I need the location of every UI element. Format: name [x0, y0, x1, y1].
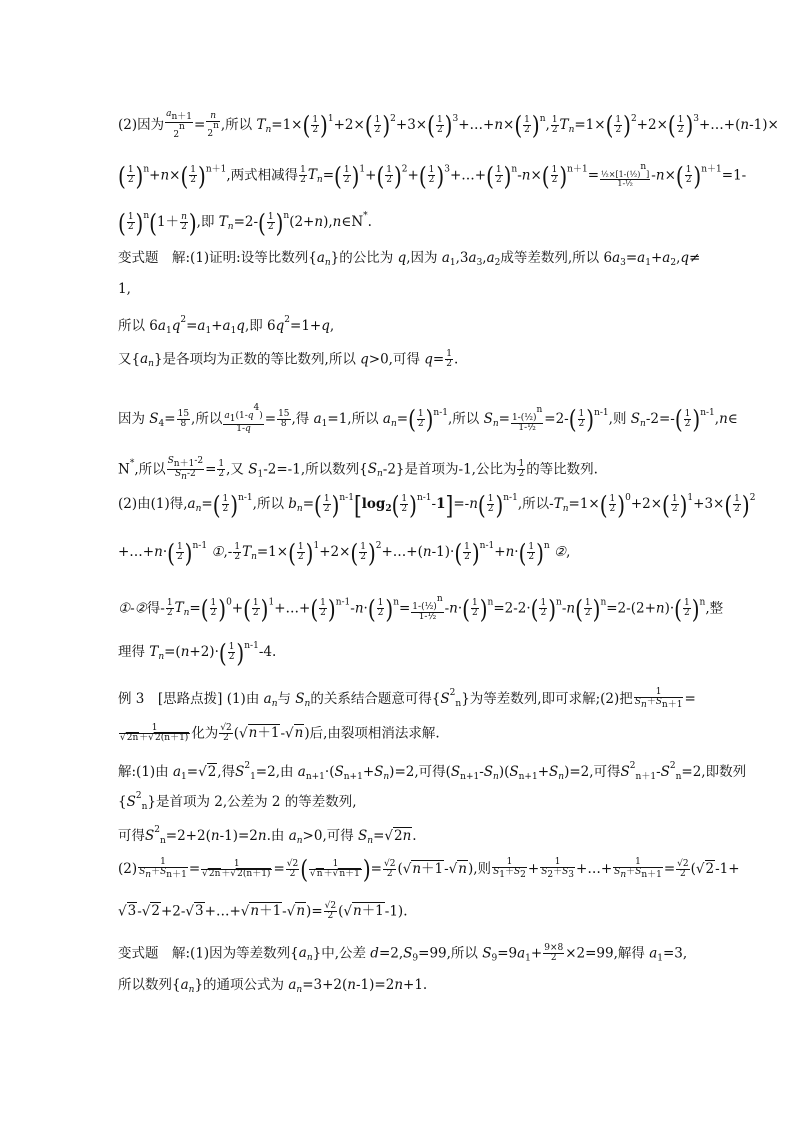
line-7: 又$\{a_n\}$是各项均为正数的等比数列,所以 q>0,可得 q= $\frac{1}{2}$ .: [118, 349, 459, 370]
line-21: 变式题 解:(1)因为等差数列$\{a_n\}$中,公差 $d=2,S_9=99$,所以 $S_9=9a_1+$ $\frac{9\times 8}{2}$ ×2=99,解得 $a_1=3$,: [118, 943, 688, 964]
line-2: ( $\frac{1}{2}$ )$^n$+n×( $\frac{1}{2}$ )$^{n+1}$,两式相减得 $\frac{1}{2}$ $T_n=$( $\frac{1}{2}$ )$^1$+( $\frac{1}{2}$ )$^2$+( $\frac{1}{2}$ )$^3$+…+( $\frac{1}{2}$ )$^n$-n×( $\frac{1}{2}$ )$^{n+1}$= $\frac{\text{½×[1-(½)n]}}{\text{1-½}}$ -n×( $\frac{1}{2}$ )$^{n+1}$=1-: [118, 160, 747, 191]
line-5-text: 1,: [118, 281, 131, 297]
line-13: 理得 $T_n=(n+2)\cdot$( $\frac{1}{2}$ )$^{n-1}$-4.: [118, 637, 277, 668]
line-10: (2)由(1)得$,a_n=$( $\frac{1}{2}$ )$^{n-1}$,所以 $b_n=$( $\frac{1}{2}$ )$^{n-1}[\log_2$( $\frac{1}{2}$ )$^{n-1}$-1]=-n( $\frac{1}{2}$ )$^{n-1}$,所以$-T_n=1\times$( $\frac{1}{2}$ )$^0$+2×( $\frac{1}{2}$ )$^1$+3×( $\frac{1}{2}$ )$^2$: [118, 489, 756, 520]
line-14: 例 3 [思路点拨] (1)由 $a_n$与 $S_n$的关系结合题意可得$\{S^2_n\}$为等差数列,即可求解;(2)把 $\frac{1}{Sn+Sn+1}$ =: [118, 687, 696, 711]
line-18: 可得$S^2_n=2+2(n-1)=2n$.由 $a_n>0$,可得 $S_n=√2n$.: [118, 825, 417, 846]
line-16: 解:(1)由 $a_1=√2$,得$S^2_1=2$,由 $a_{n+1}\cdot(S_{n+1}+S_n)=2$,可得$(S_{n+1}-S_n)(S_{n+1}+S_n)=2$,可得$S^2_{n+1}-S^2_n=2$,即数列: [118, 761, 747, 782]
line-15: $\frac{1}{√2n+√2(n+1)}$ 化为 $\frac{√2}{2}$ (√n＋1-√n)后,由裂项相消法求解.: [120, 723, 440, 744]
line-19: (2) $\frac{1}{Sn+Sn+1}$ = $\frac{1}{√2n+√2(n+1)}$ = $\frac{√2}{2}$ ( $\frac{1}{√n+√n+1}$ )= $\frac{√2}{2}$ (√n＋1-√n),则 $\frac{1}{S1+S2}$ + $\frac{1}{S2+S3}$ +…+ $\frac{1}{Sn+Sn+1}$ = $\frac{√2}{2}$ (√2-1+: [118, 854, 740, 885]
line-22: 所以数列$\{a_n\}$的通项公式为 $a_n=3+2(n-1)=2n+1$.: [118, 977, 428, 995]
line-6: 所以 $6a_1q^2=a_1+a_1q$,即 $6q^2=1+q$,: [118, 315, 335, 336]
line-20: √3-√2+2-√3+…+√n＋1-√n)= $\frac{√2}{2}$ (√n＋1-1).: [118, 901, 408, 922]
line-3: ( $\frac{1}{2}$ )$^n$(1＋ $\frac{n}{2}$ ),即 $T_n=2-$( $\frac{1}{2}$ )$^n$(2+n),n∈N*.: [118, 207, 372, 238]
line-12: ①-②得- $\frac{1}{2}$ $T_n=$( $\frac{1}{2}$ )$^0$+( $\frac{1}{2}$ )$^1$+…+( $\frac{1}{2}$ )$^{n-1}$-n·( $\frac{1}{2}$ )$^n$= $\frac{\text{1-(½)n}}{\text{1-½}}$ -n·( $\frac{1}{2}$ )$^n$=2-2·( $\frac{1}{2}$ )$^n$-n( $\frac{1}{2}$ )$^n$=2-(2+n)·( $\frac{1}{2}$ )$^n$,整: [118, 593, 724, 624]
line-17: $\{S^2_n\}$是首项为 2,公差为 2 的等差数列,: [118, 791, 357, 812]
line-1: (2)因为 $\frac{an+1}{2n}$ = $\frac{n}{2n}$ ,所以 $T_n=1\times$( $\frac{1}{2}$ )$^1$+2×( $\frac{1}{2}$ )$^2$+3×( $\frac{1}{2}$ )$^3$+…+n×( $\frac{1}{2}$ )$^n$, $\frac{1}{2}$ $T_n=1\times$( $\frac{1}{2}$ )$^2$+2×( $\frac{1}{2}$ )$^3$+…+(n-1)×: [118, 109, 779, 141]
line-11: +…+n·( $\frac{1}{2}$ )$^{n-1}$ ①,- $\frac{1}{2}$ $T_n=1\times$( $\frac{1}{2}$ )$^1$+2×( $\frac{1}{2}$ )$^2$+…+(n-1)·( $\frac{1}{2}$ )$^{n-1}$+n·( $\frac{1}{2}$ )$^n$ ②,: [118, 537, 571, 568]
line-5: [118, 283, 131, 297]
line-4: 变式题 解:(1)证明:设等比数列$\{a_n\}$的公比为 q,因为 $a_1,3a_3,a_2$成等差数列,所以 $6a_3=a_1+a_2,q\ne$: [118, 250, 701, 268]
line-8: 因为 $S_4=$ $\frac{15}{8}$ ,所以 $\frac{a1(1-q4)}{1-q}$ = $\frac{15}{8}$ ,得 $a_1=1$,所以 $a_n=$( $\frac{1}{2}$ )$^{n-1}$,所以 $S_n=$ $\frac{\text{1-(½)n}}{\text{1-½}}$ =2-( $\frac{1}{2}$ )$^{n-1}$,则 $S_n-2=-$( $\frac{1}{2}$ )$^{n-1}$,n∈: [118, 403, 738, 435]
line-9: N*,所以 $\frac{Sn+1-2}{Sn-2}$ = $\frac{1}{2}$ ,又 $S_1-2=-1$,所以数列$\{S_n-2\}$是首项为-1,公比为 $\frac{1}{2}$ 的等比数列.: [118, 456, 598, 483]
